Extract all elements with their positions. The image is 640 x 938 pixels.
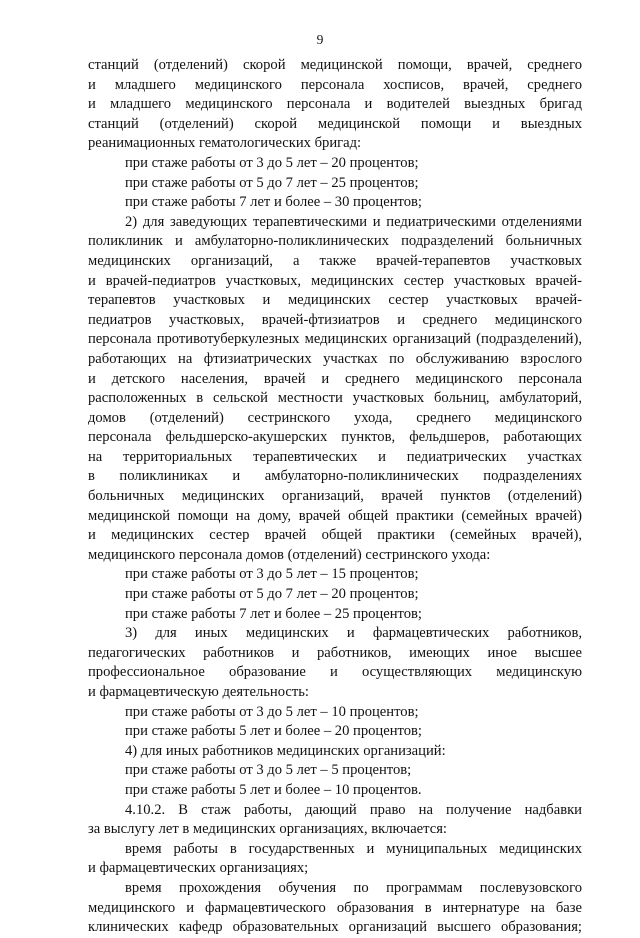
text-line: при стаже работы 7 лет и более – 30 процентов;: [125, 194, 422, 211]
text-line: домов (отделений) сестринского ухода, среднего медицинского: [88, 409, 582, 426]
text-line: и медицинских сестер врачей общей практики (семейных врачей),: [88, 527, 582, 544]
text-line: медицинского и фармацевтического образования в интернатуре на базе: [88, 899, 582, 916]
text-line: при стаже работы от 3 до 5 лет – 5 процентов;: [125, 762, 412, 779]
text-line: персонала противотуберкулезных медицинских организаций (подразделений),: [88, 331, 582, 348]
text-line: медицинских организаций, а также врачей-терапевтов участковых: [88, 252, 582, 269]
text-line: клинических кафедр образовательных организаций высшего образования;: [88, 919, 582, 936]
text-line: при стаже работы 5 лет и более – 20 процентов;: [125, 723, 422, 740]
text-line: медицинского персонала домов (отделений) сестринского ухода:: [88, 546, 491, 563]
page-number: 9: [316, 32, 324, 47]
text-line: и фармацевтических организациях;: [88, 860, 309, 877]
text-line: педиатров участковых, врачей-фтизиатров и среднего медицинского: [88, 311, 582, 328]
text-line: на территориальных терапевтических и педиатрических участках: [88, 448, 582, 465]
text-line: 4) для иных работников медицинских организаций:: [125, 742, 446, 759]
text-line: и младшего медицинского персонала и водителей выездных бригад: [88, 96, 582, 113]
text-line: и фармацевтическую деятельность:: [88, 684, 309, 700]
text-line: станций (отделений) скорой медицинской помощи и выездных: [88, 115, 582, 132]
text-line: в поликлиниках и амбулаторно-поликлинических подразделениях: [88, 468, 582, 485]
text-line: станций (отделений) скорой медицинской помощи, врачей, среднего: [88, 57, 582, 73]
text-line: персонала фельдшерско-акушерских пунктов, фельдшеров, работающих: [88, 429, 582, 446]
text-line: при стаже работы от 5 до 7 лет – 25 процентов;: [125, 174, 419, 191]
text-line: при стаже работы 5 лет и более – 10 процентов.: [125, 781, 422, 798]
text-line: время работы в государственных и муниципальных медицинских: [125, 840, 582, 857]
text-line: больничных медицинских организаций, врачей пунктов (отделений): [88, 488, 582, 505]
text-line: при стаже работы от 3 до 5 лет – 10 процентов;: [125, 703, 419, 720]
text-line: время прохождения обучения по программам послевузовского: [125, 879, 582, 896]
text-line: поликлиник и амбулаторно-поликлинических подразделений больничных: [88, 233, 582, 250]
text-line: 4.10.2. В стаж работы, дающий право на получение надбавки: [125, 801, 582, 818]
document-body: [88, 56, 582, 938]
text-line: расположенных в сельской местности участковых больниц, амбулаторий,: [88, 390, 582, 407]
text-line: педагогических работников и работников, имеющих иное высшее: [88, 644, 582, 661]
text-line: профессиональное образование и осуществляющих медицинскую: [88, 664, 582, 681]
text-line: медицинской помощи на дому, врачей общей практики (семейных врачей): [88, 507, 582, 524]
text-line: при стаже работы 7 лет и более – 25 процентов;: [125, 605, 422, 622]
text-line: и младшего медицинского персонала хосписов, врачей, среднего: [88, 76, 582, 93]
text-line: при стаже работы от 3 до 5 лет – 20 процентов;: [125, 154, 419, 171]
text-line: 3) для иных медицинских и фармацевтических работников,: [125, 625, 582, 642]
text-line: и детского населения, врачей и среднего медицинского персонала: [88, 370, 582, 387]
text-line: 2) для заведующих терапевтическими и педиатрическими отделениями: [125, 213, 582, 230]
text-line: и врачей-педиатров участковых, медицинских сестер участковых врачей-: [88, 272, 582, 289]
text-line: при стаже работы от 3 до 5 лет – 15 процентов;: [125, 566, 419, 583]
text-line: за выслугу лет в медицинских организациях, включается:: [88, 821, 447, 838]
text-line: работающих на фтизиатрических участках по обслуживанию взрослого: [88, 350, 582, 367]
text-line: терапевтов участковых и медицинских сестер участковых врачей-: [88, 292, 582, 309]
text-line: при стаже работы от 5 до 7 лет – 20 процентов;: [125, 586, 419, 603]
text-line: реанимационных гематологических бригад:: [88, 135, 362, 152]
